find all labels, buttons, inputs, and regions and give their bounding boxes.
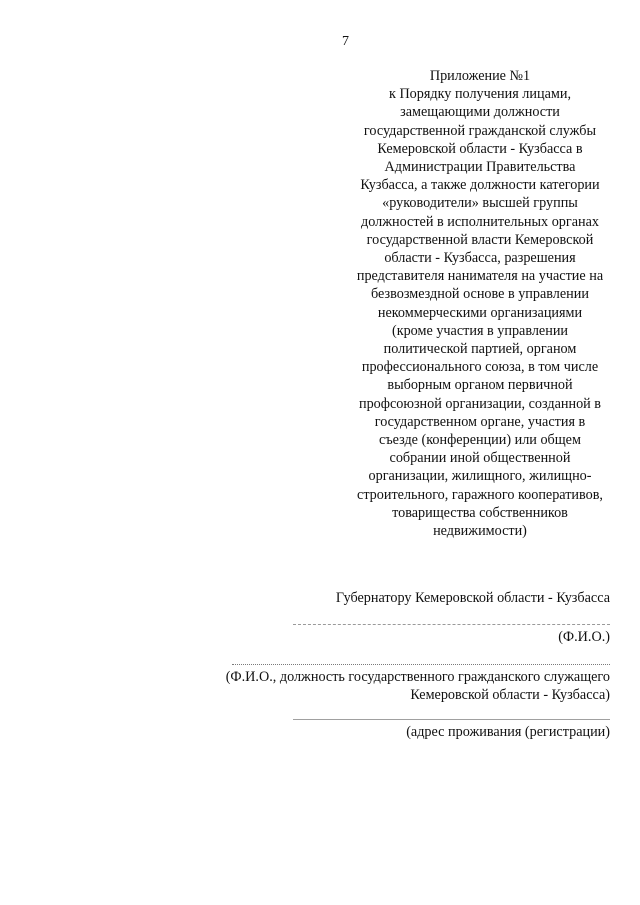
appendix-line: некоммерческими организациями: [377, 304, 583, 321]
appendix-line: Приложение №1: [429, 68, 531, 84]
appendix-line: профессионального союза, в том числе: [361, 359, 599, 376]
fio-caption: (Ф.И.О.): [558, 629, 610, 645]
appendix-line: недвижимости): [433, 523, 527, 540]
appendix-line: профсоюзной организации, созданной в: [358, 395, 602, 412]
appendix-line: должностей в исполнительных органах: [361, 213, 599, 230]
addressee-governor: Губернатору Кемеровской области - Кузбасса: [335, 590, 610, 606]
appendix-line: государственном органе, участия в: [374, 413, 586, 430]
page-number: 7: [342, 34, 349, 49]
appendix-line: организации, жилищного, жилищно-: [368, 468, 592, 485]
appendix-heading: [330, 67, 630, 540]
appendix-line: государственной гражданской службы: [363, 122, 597, 139]
appendix-line: собрании иной общественной: [389, 450, 571, 467]
appendix-line: выборным органом первичной: [387, 377, 573, 394]
employee-fill-line: [232, 664, 610, 665]
appendix-line: строительного, гаражного кооперативов,: [357, 486, 603, 503]
appendix-line: товарищества собственников: [392, 504, 568, 521]
appendix-line: области - Кузбасса, разрешения: [384, 250, 576, 267]
appendix-line: Кемеровской области - Кузбасса в: [377, 140, 583, 157]
appendix-line: политической партией, органом: [383, 341, 577, 358]
appendix-line: замещающими должности: [400, 104, 560, 121]
appendix-line: Кузбасса, а также должности категории: [360, 177, 600, 194]
appendix-line: Администрации Правительства: [384, 159, 576, 176]
appendix-line: к Порядку получения лицами,: [389, 86, 571, 103]
appendix-line: безвозмездной основе в управлении: [371, 286, 589, 303]
address-fill-line: [293, 719, 610, 720]
employee-caption-line1: (Ф.И.О., должность государственного гражданского служащего: [225, 669, 610, 685]
appendix-line: государственной власти Кемеровской: [366, 231, 594, 248]
appendix-line: съезде (конференции) или общем: [379, 432, 581, 449]
fio-fill-line: [293, 624, 610, 625]
employee-caption-line2: Кемеровской области - Кузбасса): [410, 687, 610, 703]
appendix-line: «руководители» высшей группы: [382, 195, 578, 212]
address-caption: (адрес проживания (регистрации): [406, 724, 610, 740]
appendix-line: (кроме участия в управлении: [391, 322, 569, 339]
appendix-line: представителя нанимателя на участие на: [356, 268, 604, 285]
